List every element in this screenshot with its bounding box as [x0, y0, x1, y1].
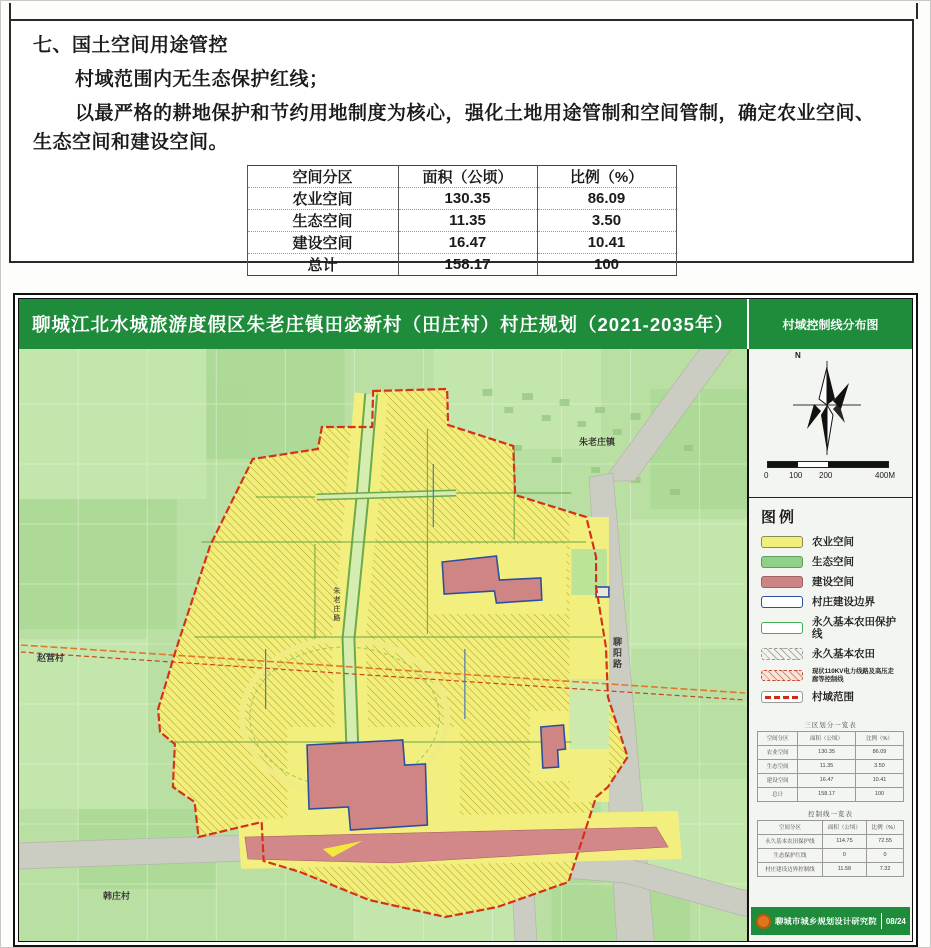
sidebar-table2-title: 控制线一览表: [808, 810, 853, 818]
farmland-hatch-swatch-icon: [761, 648, 803, 660]
map-title: 聊城江北水城旅游度假区朱老庄镇田宓新村（田庄村）村庄规划（2021-2035年）: [32, 314, 734, 335]
legend-item-village-boundary: 村庄建设边界: [761, 596, 900, 608]
institute-name: 聊城市城乡规划设计研究院: [775, 916, 877, 926]
map-label-road-east: 聊阳路: [612, 637, 622, 670]
compass-icon: [787, 355, 867, 459]
legend-title: 图例: [761, 509, 798, 526]
legend-item-construction: 建设空间: [761, 576, 900, 588]
land-use-control-section: [9, 19, 914, 274]
sidebar-space-table: 三区划分一览表 空间分区 面积（公顷） 比例（%） 农业空间 130.35 86.09 生态空间 11.35 3.50 建设空间 16.47 10.41 总计 158.17 100: [749, 713, 912, 802]
scale-bar: [767, 461, 889, 468]
construction-swatch-icon: [761, 576, 803, 588]
legend-item-village-domain: 村域范围: [761, 691, 900, 703]
compass-north-label: N: [795, 351, 801, 360]
sidebar-footer: [751, 907, 910, 935]
table-header-row: 空间分区 面积（公顷） 比例（%）: [247, 166, 676, 188]
map-sidebar: [749, 349, 912, 941]
legend-item-permanent-farmland: 永久基本农田: [761, 648, 900, 660]
map-label-road-inner: 朱老庄路: [333, 587, 340, 623]
map-title-bar: [19, 299, 912, 349]
sidebar-control-line-table: 控制线一览表 空间分区 面积（公顷） 比例（%） 永久基本农田保护线 114.75 72.55 生态保护红线 0 0 村庄建设边界控制线 11.58 7.32: [749, 802, 912, 877]
table-row: 生态空间 11.35 3.50: [247, 210, 676, 232]
legend: [749, 498, 912, 713]
village-control-line-map: [19, 349, 749, 941]
legend-item-agriculture: 农业空间: [761, 536, 900, 548]
map-label-village-west: 赵营村: [37, 653, 65, 663]
agriculture-swatch-icon: [761, 536, 803, 548]
table-row: 总计 158.17 100: [247, 254, 676, 276]
powerline-swatch-icon: [761, 670, 803, 681]
sidebar-table1-title: 三区划分一览表: [804, 721, 857, 729]
ecology-swatch-icon: [761, 556, 803, 568]
page-number: 08/24: [885, 916, 906, 926]
village-domain-swatch-icon: [761, 691, 803, 703]
map-subtitle: 村域控制线分布图: [747, 299, 912, 349]
space-allocation-table: [247, 165, 677, 276]
table-row: 建设空间 16.47 10.41: [247, 232, 676, 254]
table-row: 农业空间 130.35 86.09: [247, 188, 676, 210]
legend-item-powerline: 现状110KV电力线路及高压走廊等控制线: [761, 668, 900, 682]
legend-item-farmland-protection-line: 永久基本农田保护线: [761, 616, 900, 640]
page-top-rule: [9, 3, 918, 19]
farmland-line-swatch-icon: [761, 622, 803, 634]
footer-divider: [881, 913, 882, 929]
map-label-village-south: 韩庄村: [103, 891, 131, 901]
map-label-town: 朱老庄镇: [579, 437, 616, 447]
section-line-2: 以最严格的耕地保护和节约用地制度为核心，强化土地用途管制和空间管制，确定农业空间、生态空间和建设空间。: [33, 103, 875, 153]
map-drawing: [19, 349, 747, 941]
institute-logo-icon: [756, 914, 771, 929]
scale-labels: 0 100 200 400M: [764, 471, 896, 480]
village-plan-map-panel: [13, 293, 918, 947]
legend-item-ecology: 生态空间: [761, 556, 900, 568]
village-boundary-swatch-icon: [761, 596, 803, 608]
section-title: 七、国土空间用途管控: [33, 35, 229, 56]
compass-and-scale: [749, 349, 912, 497]
section-line-1: 村域范围内无生态保护红线；: [75, 69, 329, 90]
